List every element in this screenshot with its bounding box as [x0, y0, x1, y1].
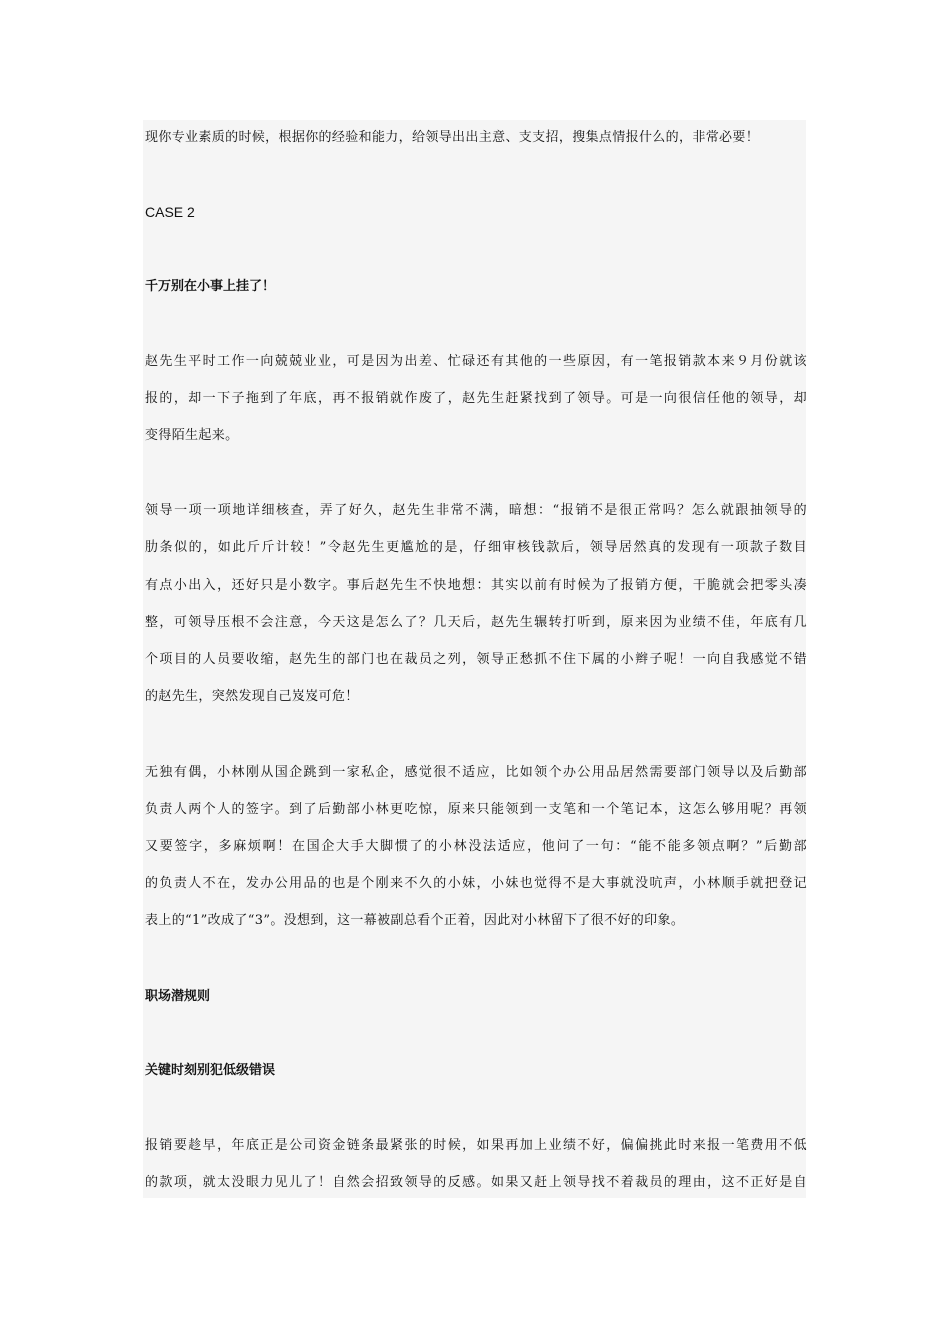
paragraph-line: 赵先生平时工作一向兢兢业业，可是因为出差、忙碌还有其他的一些原因，有一笔报销款本来９月份就该 — [145, 354, 807, 369]
paragraph-line: 又要签字，多麻烦啊！在国企大手大脚惯了的小林没法适应，他问了一句：“能不能多领点啊？”后勤部 — [145, 839, 807, 854]
paragraph-line: 报的，却一下子拖到了年底，再不报销就作废了，赵先生赶紧找到了领导。可是一向很信任他的领导，却 — [145, 391, 807, 406]
section-subheading: 关键时刻别犯低级错误 — [145, 1063, 276, 1078]
intro-line: 现你专业素质的时候，根据你的经验和能力，给领导出出主意、支支招，搜集点情报什么的，非常必要！ — [145, 130, 760, 145]
paragraph-line: 肋条似的，如此斤斤计较！”令赵先生更尴尬的是，仔细审核钱款后，领导居然真的发现有一项款子数目 — [145, 540, 807, 555]
paragraph-line: 无独有偶，小林刚从国企跳到一家私企，感觉很不适应，比如领个办公用品居然需要部门领导以及后勤部 — [145, 765, 807, 780]
paragraph-line: 表上的“1”改成了“3”。没想到，这一幕被副总看个正着，因此对小林留下了很不好的印象。 — [145, 913, 685, 928]
paragraph-line: 个项目的人员要收缩，赵先生的部门也在裁员之列，领导正愁抓不住下属的小辫子呢！一向自我感觉不错 — [145, 652, 807, 667]
case-label: CASE 2 — [145, 204, 195, 220]
section-heading: 职场潜规则 — [145, 989, 211, 1004]
paragraph-line: 报销要趁早，年底正是公司资金链条最紧张的时候，如果再加上业绩不好，偏偏挑此时来报一笔费用不低 — [145, 1138, 807, 1153]
paragraph-line: 变得陌生起来。 — [145, 428, 239, 443]
paragraph-line: 的款项，就太没眼力见儿了！自然会招致领导的反感。如果又赶上领导找不着裁员的理由，这不正好是自 — [145, 1175, 807, 1190]
paragraph-line: 的负责人不在，发办公用品的也是个刚来不久的小妹，小妹也觉得不是大事就没吭声，小林顺手就把登记 — [145, 876, 807, 891]
paragraph-line: 整，可领导压根不会注意，今天这是怎么了？几天后，赵先生辗转打听到，原来因为业绩不佳，年底有几 — [145, 615, 807, 630]
case-title: 千万别在小事上挂了！ — [145, 279, 276, 294]
paragraph-line: 有点小出入，还好只是小数字。事后赵先生不快地想：其实以前有时候为了报销方便，干脆就会把零头凑 — [145, 578, 807, 593]
paragraph-line: 领导一项一项地详细核查，弄了好久，赵先生非常不满，暗想：“报销不是很正常吗？怎么就跟抽领导的 — [145, 503, 807, 518]
paragraph-line: 负责人两个人的签字。到了后勤部小林更吃惊，原来只能领到一支笔和一个笔记本，这怎么够用呢？再领 — [145, 802, 807, 817]
paragraph-line: 的赵先生，突然发现自己岌岌可危！ — [145, 689, 359, 704]
